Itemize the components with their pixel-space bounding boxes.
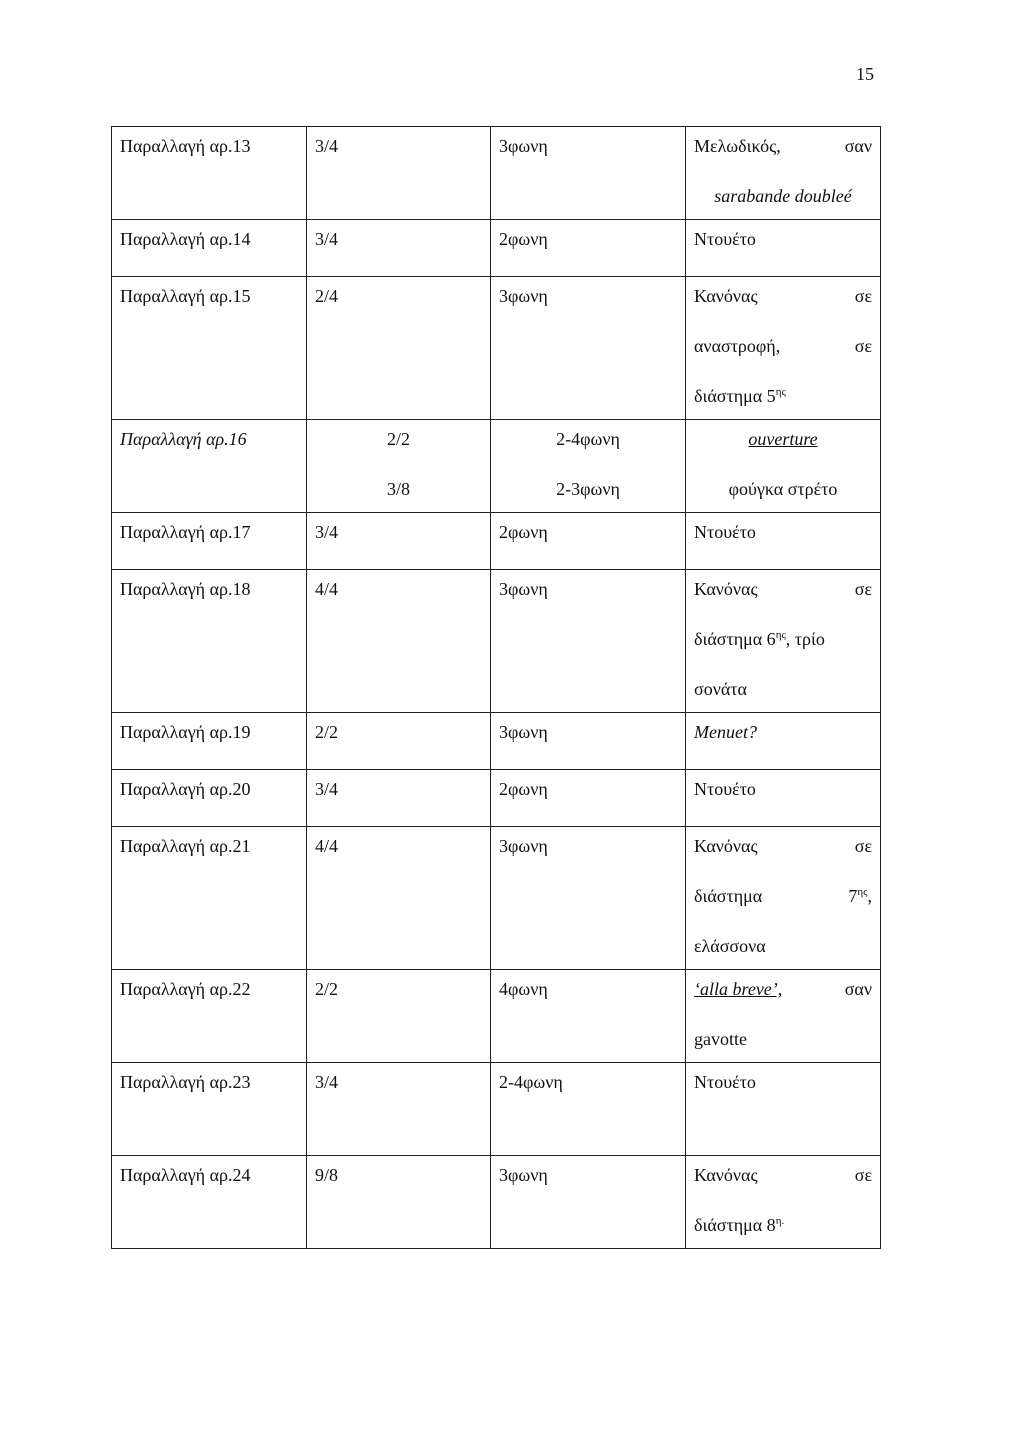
description: Ντουέτο: [686, 1063, 881, 1156]
variation-name: Παραλλαγή αρ.23: [112, 1063, 307, 1156]
time-signature: 3/4: [307, 127, 491, 220]
time-signature: 4/4: [307, 827, 491, 970]
table-row: [112, 127, 881, 220]
voices: 2φωνη: [491, 220, 686, 277]
time-signature: 2/2 3/8: [307, 420, 491, 513]
voices: 3φωνη: [491, 570, 686, 713]
time-signature: 3/4: [307, 770, 491, 827]
time-signature: 3/4: [307, 220, 491, 277]
table-row: [112, 970, 881, 1063]
voices: 2φωνη: [491, 513, 686, 570]
voices: 3φωνη: [491, 827, 686, 970]
description: Κανόνας σε αναστροφή, σε διάστημα $5^{\eta\varsigma}$: [686, 277, 881, 420]
table-row: [112, 827, 881, 970]
time-signature: 3/4: [307, 513, 491, 570]
variation-name: Παραλλαγή αρ.18: [112, 570, 307, 713]
variation-name: Παραλλαγή αρ.13: [112, 127, 307, 220]
description: ‘alla breve’, σαν gavotte: [686, 970, 881, 1063]
variation-name: Παραλλαγή αρ.16: [112, 420, 307, 513]
variation-name: Παραλλαγή αρ.20: [112, 770, 307, 827]
variation-name: Παραλλαγή αρ.14: [112, 220, 307, 277]
table-row: [112, 1156, 881, 1249]
description: Ντουέτο: [686, 513, 881, 570]
variation-name: Παραλλαγή αρ.22: [112, 970, 307, 1063]
voices: 3φωνη: [491, 277, 686, 420]
description: Ντουέτο: [686, 220, 881, 277]
variation-name: Παραλλαγή αρ.19: [112, 713, 307, 770]
time-signature: 2/4: [307, 277, 491, 420]
description: Μελωδικός, σαν sarabande doubleé: [686, 127, 881, 220]
variation-name: Παραλλαγή αρ.21: [112, 827, 307, 970]
variation-name: Παραλλαγή αρ.15: [112, 277, 307, 420]
time-signature: 4/4: [307, 570, 491, 713]
table-row: [112, 513, 881, 570]
table-row: [112, 713, 881, 770]
voices: 3φωνη: [491, 713, 686, 770]
voices: 3φωνη: [491, 1156, 686, 1249]
table-row: [112, 220, 881, 277]
voices: 2φωνη: [491, 770, 686, 827]
table-row: [112, 277, 881, 420]
description: Ντουέτο: [686, 770, 881, 827]
voices: 3φωνη: [491, 127, 686, 220]
description: ouverture φούγκα στρέτο: [686, 420, 881, 513]
table-row: [112, 1063, 881, 1156]
voices: 2-4φωνη 2-3φωνη: [491, 420, 686, 513]
description: Κανόνας σε διάστημα $7^{\eta\varsigma}$, ελάσσονα: [686, 827, 881, 970]
page-number: 15: [856, 64, 874, 84]
table-row: [112, 570, 881, 713]
table-row: [112, 770, 881, 827]
voices: 4φωνη: [491, 970, 686, 1063]
variation-name: Παραλλαγή αρ.24: [112, 1156, 307, 1249]
time-signature: 2/2: [307, 713, 491, 770]
variations-table: [111, 126, 881, 1249]
description: Κανόνας σε διάστημα $8^{\eta.}$: [686, 1156, 881, 1249]
time-signature: 9/8: [307, 1156, 491, 1249]
time-signature: 3/4: [307, 1063, 491, 1156]
description: Κανόνας σε διάστημα $6^{\eta\varsigma}$, τρίο σονάτα: [686, 570, 881, 713]
description: Menuet?: [686, 713, 881, 770]
table-row: [112, 420, 881, 513]
voices: 2-4φωνη: [491, 1063, 686, 1156]
variation-name: Παραλλαγή αρ.17: [112, 513, 307, 570]
time-signature: 2/2: [307, 970, 491, 1063]
